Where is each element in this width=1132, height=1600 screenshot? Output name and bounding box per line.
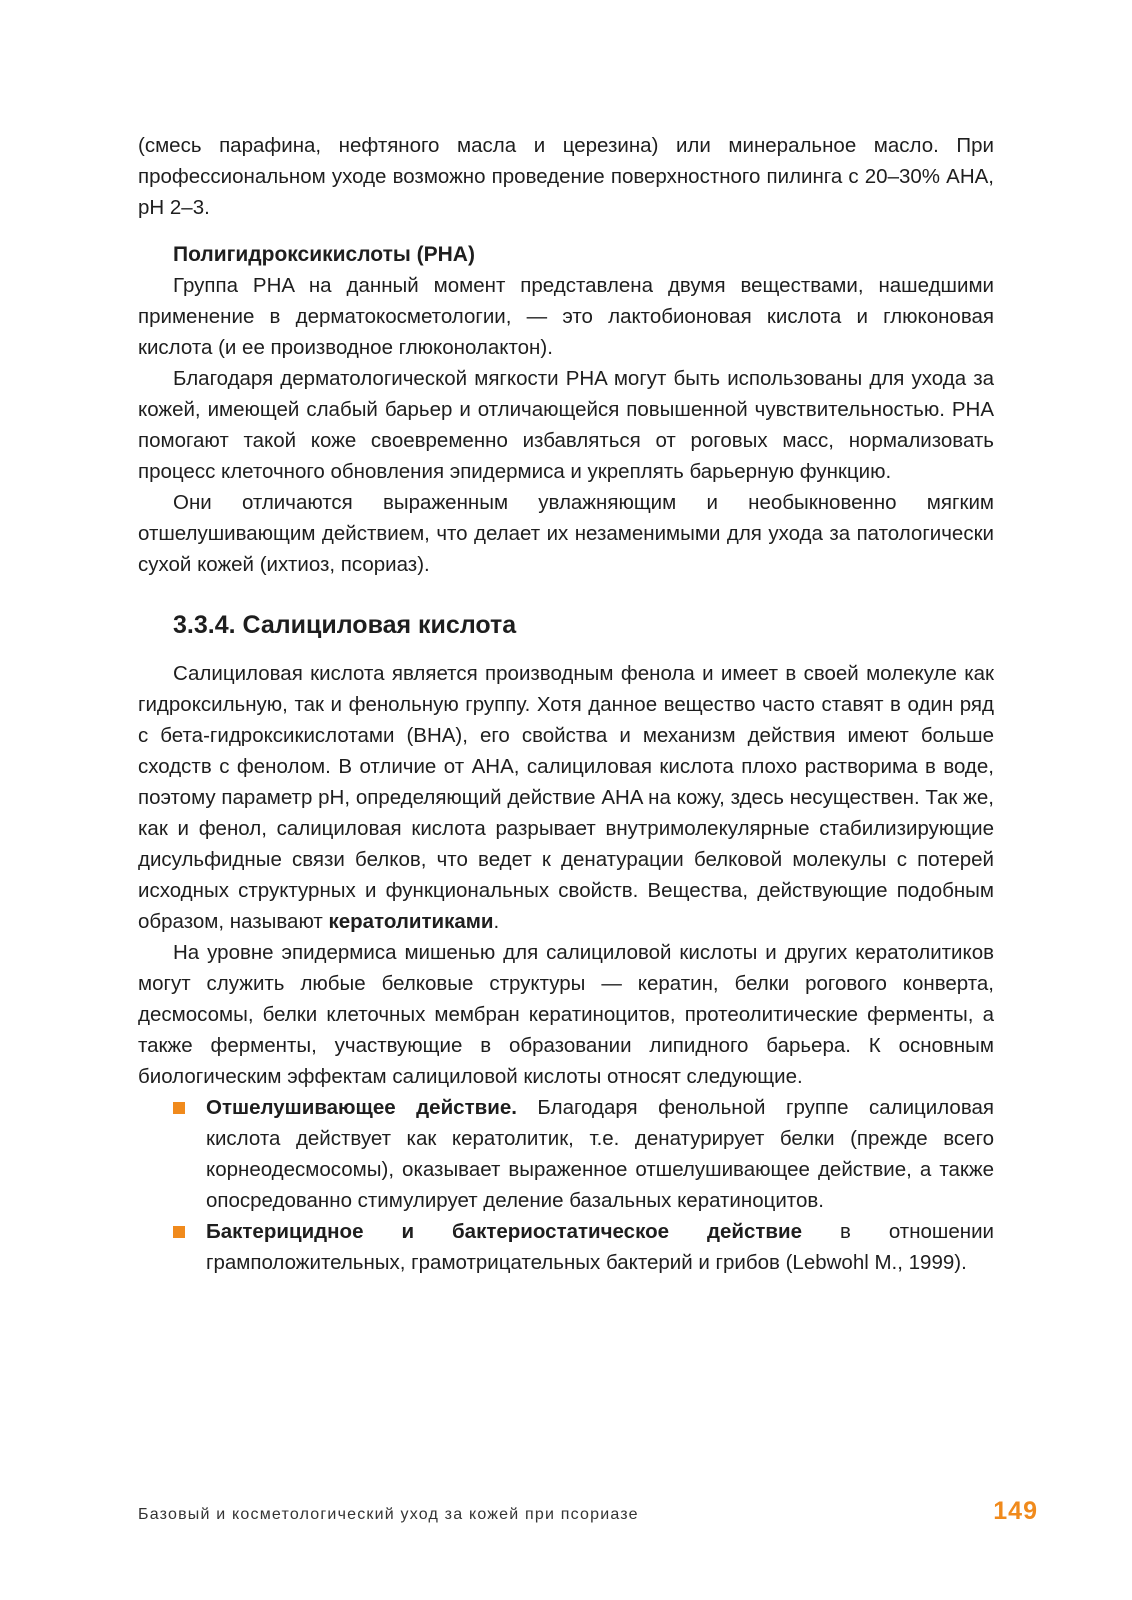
pha-paragraph-1: Группа PHA на данный момент представлена двумя веществами, нашедшими применение в дерматокосметологии, — это лактобионовая кислота и глюконовая кислота (и ее производное глюконолактон). xyxy=(138,274,994,359)
square-bullet-icon xyxy=(173,1102,185,1114)
salicylic-paragraph-2: На уровне эпидермиса мишенью для салициловой кислоты и других кератолитиков могут служить любые белковые структуры — кератин, белки рогового конверта, десмосомы, белки клеточных мембран кератиноцитов, протеолитические ферменты, а также ферменты, участвующие в образовании липидного барьера. К основным биологическим эффектам салициловой кислоты относят следующие. xyxy=(138,941,994,1088)
square-bullet-icon xyxy=(173,1226,185,1238)
list-item-title: Бактерицидное и бактериостатическое действие xyxy=(206,1220,803,1243)
salicylic-paragraph-1-end: . xyxy=(493,910,500,933)
effects-list xyxy=(138,1092,994,1278)
list-item xyxy=(138,1216,994,1278)
pha-paragraph-2: Благодаря дерматологической мягкости PHA могут быть использованы для ухода за кожей, имеющей слабый барьер и отличающейся повышенной чувствительностью. PHA помогают такой коже своевременно избавляться от роговых масс, нормализовать процесс клеточного обновления эпидермиса и укреплять барьерную функцию. xyxy=(138,367,994,483)
pha-paragraph-3: Они отличаются выраженным увлажняющим и необыкновенно мягким отшелушивающим действием, что делает их незаменимыми для ухода за патологически сухой кожей (ихтиоз, псориаз). xyxy=(138,491,994,576)
page-number: 149 xyxy=(993,1497,1038,1525)
list-item-text: в отношении грамположительных, грамотрицательных бактерий и грибов (Lebwohl M., 1999). xyxy=(206,1220,994,1274)
salicylic-paragraph-1-text: Салициловая кислота является производным фенола и имеет в своей молекуле как гидроксильную, так и фенольную группу. Хотя данное вещество часто ставят в один ряд с бета-гидроксикислотами (BHA), его свойства и механизм действия имеют больше сходств с фенолом. В отличие от AHA, салициловая кислота плохо растворима в воде, поэтому параметр pH, определяющий действие AHA на кожу, здесь несуществен. Так же, как и фенол, салициловая кислота разрывает внутримолекулярные стабилизирующие дисульфидные связи белков, что ведет к денатурации белковой молекулы с потерей исходных структурных и функциональных свойств. Вещества, действующие подобным образом, называют xyxy=(138,662,994,933)
footer-book-title: Базовый и косметологический уход за кожей при псориазе xyxy=(138,1506,639,1523)
list-item-text: Благодаря фенольной группе салициловая кислота действует как кератолитик, т.е. денатурирует белки (прежде всего корнеодесмосомы), оказывает выраженное отшелушивающее действие, а также опосредованно стимулирует деление базальных кератиноцитов. xyxy=(206,1096,994,1212)
section-title: 3.3.4. Салициловая кислота xyxy=(173,611,517,639)
page-body xyxy=(138,130,994,1278)
list-item xyxy=(138,1092,994,1216)
salicylic-paragraph-1 xyxy=(138,658,994,937)
keratolytics-term: кератолитиками xyxy=(328,910,494,933)
pha-heading: Полигидроксикислоты (PHA) xyxy=(173,243,475,266)
list-item-title: Отшелушивающее действие. xyxy=(206,1096,517,1119)
intro-paragraph: (смесь парафина, нефтяного масла и церезина) или минеральное масло. При профессиональном уходе возможно проведение поверхностного пилинга с 20–30% AHA, pH 2–3. xyxy=(138,134,994,219)
